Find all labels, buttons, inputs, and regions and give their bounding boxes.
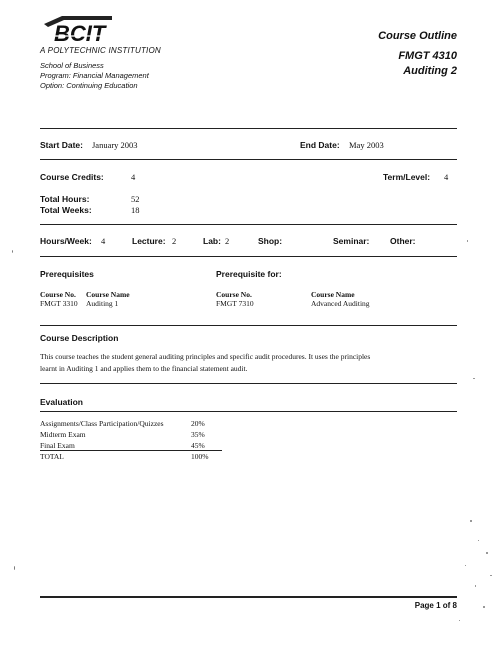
divider — [40, 411, 457, 412]
prereq-for-course-no: FMGT 7310 — [216, 299, 254, 308]
term-level-value: 4 — [444, 172, 449, 182]
end-date-label: End Date: — [300, 140, 340, 150]
total-weeks-value: 18 — [131, 205, 140, 215]
prerequisite-for-heading: Prerequisite for: — [216, 269, 282, 279]
evaluation-item: Final Exam — [40, 441, 75, 450]
institution-tagline: A POLYTECHNIC INSTITUTION — [40, 46, 161, 55]
course-description-heading: Course Description — [40, 333, 119, 343]
lab-value: 2 — [225, 236, 230, 246]
prereq-course-no: FMGT 3310 — [40, 299, 78, 308]
total-hours-value: 52 — [131, 194, 140, 204]
evaluation-item: Assignments/Class Participation/Quizzes — [40, 419, 164, 428]
shop-label: Shop: — [258, 236, 283, 246]
end-date-value: May 2003 — [349, 140, 384, 150]
prereq-for-course-no-header: Course No. — [216, 290, 252, 299]
evaluation-item: Midterm Exam — [40, 430, 86, 439]
divider — [40, 325, 457, 326]
start-date-value: January 2003 — [92, 140, 138, 150]
lab-label: Lab: — [203, 236, 221, 246]
course-credits-label: Course Credits: — [40, 172, 104, 182]
logo-text: BCIT — [54, 21, 106, 44]
evaluation-weight: 20% — [191, 419, 205, 428]
document-title: Course Outline — [378, 30, 457, 42]
hours-week-value: 4 — [101, 236, 106, 246]
total-weeks-label: Total Weeks: — [40, 205, 92, 215]
prereq-course-name-header: Course Name — [86, 290, 130, 299]
divider — [40, 256, 457, 257]
evaluation-heading: Evaluation — [40, 397, 83, 407]
evaluation-total-label: TOTAL — [40, 452, 64, 461]
total-rule — [40, 450, 222, 451]
evaluation-total-value: 100% — [191, 452, 209, 461]
divider — [40, 159, 457, 160]
other-label: Other: — [390, 236, 416, 246]
prereq-for-course-name: Advanced Auditing — [311, 299, 370, 308]
bcit-logo — [40, 14, 118, 44]
prereq-for-course-name-header: Course Name — [311, 290, 355, 299]
course-code: FMGT 4310 — [398, 50, 457, 62]
lecture-value: 2 — [172, 236, 177, 246]
course-name: Auditing 2 — [403, 65, 457, 77]
divider — [40, 383, 457, 384]
school-name: School of Business — [40, 61, 104, 70]
term-level-label: Term/Level: — [383, 172, 431, 182]
divider — [40, 128, 457, 129]
program-name: Program: Financial Management — [40, 71, 149, 80]
prereq-course-no-header: Course No. — [40, 290, 76, 299]
course-description-line-1: This course teaches the student general auditing principles and specific audit procedures. It uses the principles — [40, 352, 371, 361]
prereq-course-name: Auditing 1 — [86, 299, 119, 308]
lecture-label: Lecture: — [132, 236, 166, 246]
footer-divider — [40, 596, 457, 598]
option-name: Option: Continuing Education — [40, 81, 138, 90]
prerequisites-heading: Prerequisites — [40, 269, 94, 279]
start-date-label: Start Date: — [40, 140, 83, 150]
divider — [40, 224, 457, 225]
evaluation-weight: 45% — [191, 441, 205, 450]
page-number: Page 1 of 8 — [414, 601, 457, 610]
course-credits-value: 4 — [131, 172, 136, 182]
course-description-line-2: learnt in Auditing 1 and applies them to the financial statement audit. — [40, 364, 248, 373]
total-hours-label: Total Hours: — [40, 194, 90, 204]
evaluation-weight: 35% — [191, 430, 205, 439]
seminar-label: Seminar: — [333, 236, 370, 246]
hours-week-label: Hours/Week: — [40, 236, 92, 246]
